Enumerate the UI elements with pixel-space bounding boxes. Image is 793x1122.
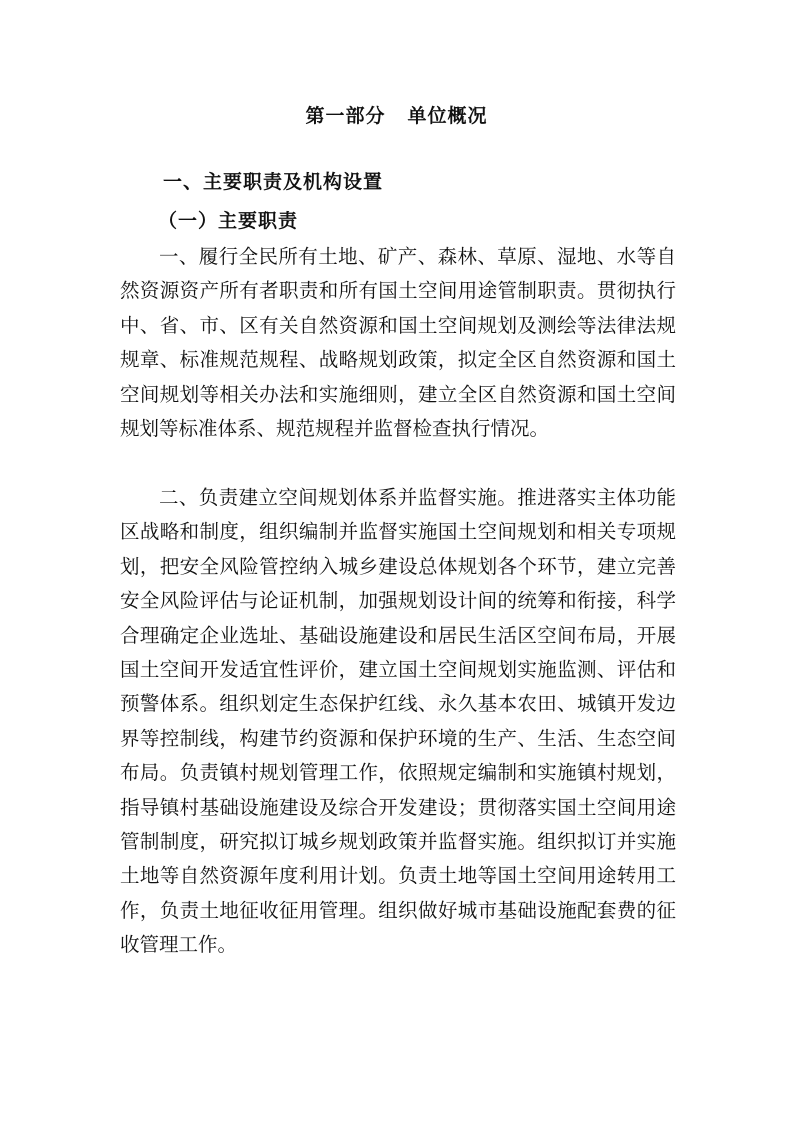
part-title-number: 第一部分 (305, 105, 386, 127)
part-title-subtitle: 单位概况 (407, 105, 488, 127)
part-title (0, 101, 793, 128)
paragraph-duty-two: 二、负责建立空间规划体系并监督实施。推进落实主体功能区战略和制度，组织编制并监督实施国土空间规划和相关专项规划，把安全风险管控纳入城乡建设总体规划各个环节，建立完善安全风险评估与论证机制，加强规划设计间的统筹和衔接，科学合理确定企业选址、基础设施建设和居民生活区空间布局，开展国土空间开发适宜性评价，建立国土空间规划实施监测、评估和预警体系。组织划定生态保护红线、永久基本农田、城镇开发边界等控制线，构建节约资源和保护环境的生产、生活、生态空间布局。负责镇村规划管理工作，依照规定编制和实施镇村规划，指导镇村基础设施建设及综合开发建设；贯彻落实国土空间用途管制制度，研究拟订城乡规划政策并监督实施。组织拟订并实施土地等自然资源年度利用计划。负责土地等国土空间用途转用工作，负责土地征收征用管理。组织做好城市基础设施配套费的征收管理工作。 (120, 486, 676, 957)
paragraph-duty-one: 一、履行全民所有土地、矿产、森林、草原、湿地、水等自然资源资产所有者职责和所有国土空间用途管制职责。贯彻执行中、省、市、区有关自然资源和国土空间规划及测绘等法律法规规章、标准规范规程、战略规划政策，拟定全区自然资源和国土空间规划等相关办法和实施细则，建立全区自然资源和国土空间规划等标准体系、规范规程并监督检查执行情况。 (120, 245, 676, 441)
subsection-heading: （一）主要职责 (158, 210, 299, 232)
section-heading: 一、主要职责及机构设置 (163, 171, 384, 193)
